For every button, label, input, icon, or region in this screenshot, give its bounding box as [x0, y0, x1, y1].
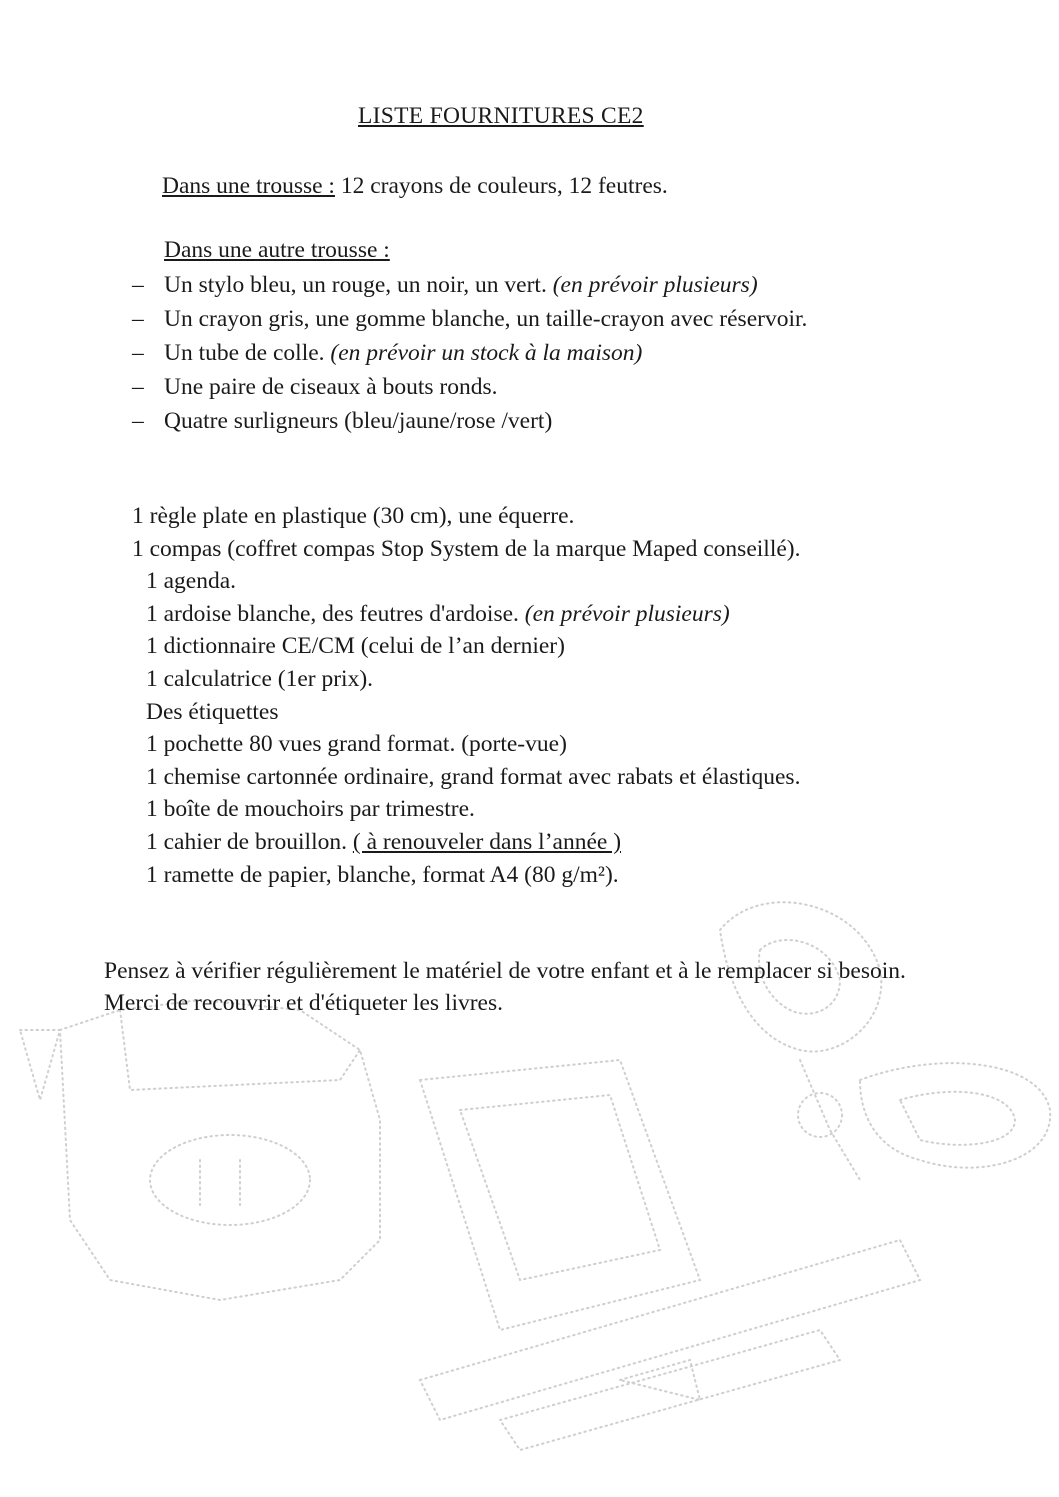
item-text: 1 cahier de brouillon.: [146, 828, 353, 855]
item-text: Quatre surligneurs (bleu/jaune/rose /vert): [164, 408, 553, 434]
list-item: [132, 728, 800, 761]
item-text: 1 ramette de papier, blanche, format A4 (80 g/m²).: [146, 861, 619, 888]
item-text: 1 pochette 80 vues grand format. (porte-vue): [146, 731, 567, 758]
list-item: [132, 336, 807, 370]
first-pouch-content: 12 crayons de couleurs, 12 feutres.: [334, 173, 668, 199]
item-text: Un tube de colle.: [164, 340, 331, 366]
list-item: [132, 268, 807, 302]
list-item: [132, 500, 800, 533]
page-title: LISTE FOURNITURES CE2: [358, 103, 644, 129]
item-text: Une paire de ciseaux à bouts ronds.: [164, 374, 498, 400]
list-item: [132, 696, 800, 729]
item-note: ( à renouveler dans l’année ): [352, 828, 622, 855]
list-item: [132, 630, 800, 663]
item-text: 1 compas (coffret compas Stop System de la marque Maped conseillé).: [132, 535, 801, 562]
note-paragraph: Merci de recouvrir et d'étiqueter les livres.: [104, 990, 503, 1016]
list-item: [132, 598, 800, 631]
item-note: (en prévoir plusieurs): [552, 272, 758, 298]
item-note: (en prévoir plusieurs): [524, 600, 730, 627]
item-text: 1 boîte de mouchoirs par trimestre.: [146, 796, 475, 823]
list-item: [132, 761, 800, 794]
item-text: 1 dictionnaire CE/CM (celui de l’an dernier): [146, 633, 565, 660]
item-text: Un crayon gris, une gomme blanche, un taille-crayon avec réservoir.: [164, 306, 808, 332]
list-item: [132, 859, 800, 892]
list-item: [132, 826, 800, 859]
item-text: Un stylo bleu, un rouge, un noir, un vert.: [164, 272, 553, 298]
list-item: [132, 533, 800, 566]
list-item: [132, 404, 807, 438]
dash-bullet-icon: –: [132, 408, 144, 434]
item-text: 1 règle plate en plastique (30 cm), une équerre.: [132, 503, 575, 529]
list-item: [132, 302, 807, 336]
second-pouch-label: Dans une autre trousse :: [164, 237, 390, 263]
dash-bullet-icon: –: [132, 306, 144, 332]
dash-bullet-icon: –: [132, 374, 144, 400]
supplies-list: [132, 500, 800, 891]
item-text: 1 calculatrice (1er prix).: [146, 665, 374, 692]
item-text: 1 chemise cartonnée ordinaire, grand format avec rabats et élastiques.: [146, 763, 801, 790]
item-text: 1 agenda.: [146, 568, 237, 595]
item-note: (en prévoir un stock à la maison): [330, 340, 643, 366]
item-text: 1 ardoise blanche, des feutres d'ardoise.: [146, 600, 525, 627]
first-pouch-label: Dans une trousse :: [162, 173, 335, 199]
list-item: [132, 663, 800, 696]
list-item: [132, 370, 807, 404]
list-item: [132, 793, 800, 826]
notes-section: [104, 955, 984, 1019]
first-pouch-line: [162, 170, 668, 203]
dash-bullet-icon: –: [132, 340, 144, 366]
dash-bullet-icon: –: [132, 272, 144, 298]
note-paragraph: Pensez à vérifier régulièrement le matériel de votre enfant et à le remplacer si besoin.: [104, 958, 906, 984]
item-text: Des étiquettes: [146, 698, 279, 725]
second-pouch-list: [132, 268, 807, 438]
school-supplies-watermark-icon: [0, 860, 1059, 1460]
list-item: [132, 565, 800, 598]
